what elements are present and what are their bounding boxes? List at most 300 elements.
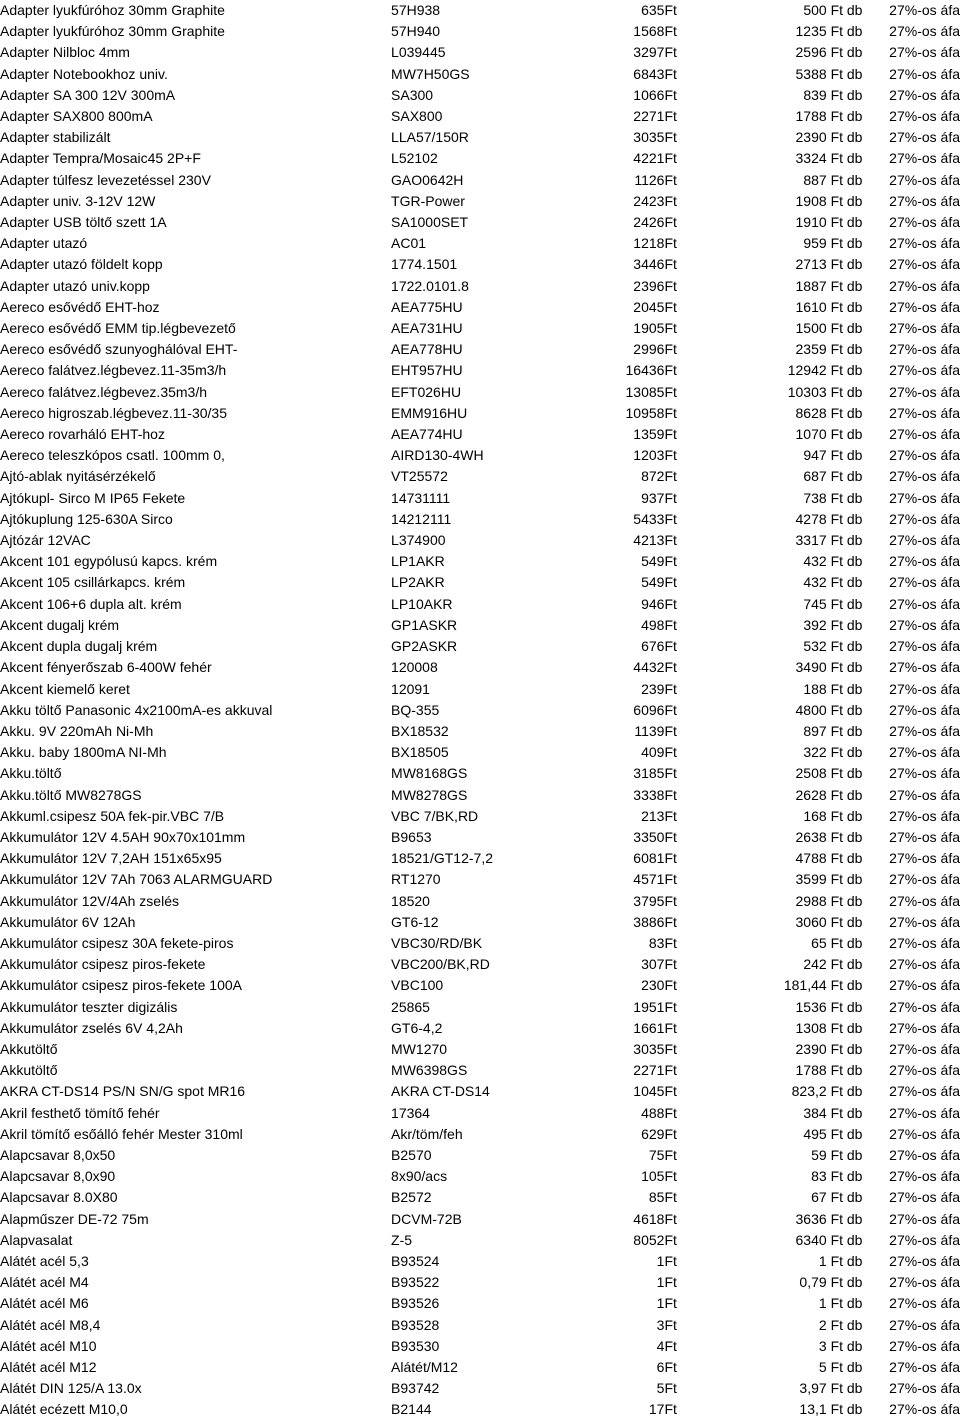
product-code: 8x90/acs [391, 1168, 448, 1185]
net-price-value: 6340 [795, 1231, 827, 1248]
net-price-unit: Ft db [830, 765, 863, 782]
net-price [697, 212, 863, 233]
product-name: Adapter SA 300 12V 300mA [0, 86, 176, 103]
vat-rate: 27%-os áfa [889, 1040, 960, 1057]
gross-price: 937 [641, 489, 665, 506]
gross-price-unit: Ft [664, 468, 677, 485]
table-row [0, 1124, 960, 1145]
net-price-value: 83 [811, 1168, 827, 1185]
table-row [0, 763, 960, 784]
product-name: Alátét ecézett M10,0 [0, 1401, 128, 1418]
gross-price-unit: Ft [664, 214, 677, 231]
product-name: Ajtózár 12VAC [0, 532, 91, 549]
table-row [0, 424, 960, 445]
product-name: Aereco higroszab.légbevez.11-30/35 [0, 404, 228, 421]
vat-rate: 27%-os áfa [889, 1231, 960, 1248]
gross-price-unit: Ft [664, 553, 677, 570]
table-row [0, 360, 960, 381]
product-code: B93522 [391, 1274, 440, 1291]
net-price-value: 1235 [795, 23, 827, 40]
product-name: Aereco esővédő EHT-hoz [0, 298, 160, 315]
gross-price: 4618 [633, 1210, 665, 1227]
product-code: SA1000SET [391, 214, 469, 231]
vat-rate: 27%-os áfa [889, 214, 960, 231]
gross-price: 3035 [633, 1040, 665, 1057]
product-code: 14731111 [391, 489, 451, 506]
product-code: GT6-12 [391, 913, 439, 930]
net-price-unit: Ft db [830, 850, 863, 867]
gross-price: 5433 [633, 510, 665, 527]
vat-rate: 27%-os áfa [889, 828, 960, 845]
net-price-unit: Ft db [830, 595, 863, 612]
gross-price: 3338 [633, 786, 665, 803]
net-price-value: 3599 [795, 871, 827, 888]
net-price-value: 687 [803, 468, 827, 485]
net-price-value: 432 [803, 574, 827, 591]
vat-rate: 27%-os áfa [889, 680, 960, 697]
net-price [697, 382, 863, 403]
table-row [0, 572, 960, 593]
product-code: Z-5 [391, 1231, 413, 1248]
net-price [697, 1018, 863, 1039]
net-price [697, 233, 863, 254]
net-price [697, 424, 863, 445]
net-price [697, 912, 863, 933]
gross-price-unit: Ft [664, 129, 677, 146]
gross-price: 239 [641, 680, 665, 697]
product-code: MW7H50GS [391, 65, 470, 82]
product-code: 17364 [391, 1104, 430, 1121]
table-row [0, 1336, 960, 1357]
net-price-value: 432 [803, 553, 827, 570]
net-price-value: 2713 [795, 256, 827, 273]
net-price-unit: Ft db [830, 871, 863, 888]
net-price [697, 1251, 863, 1272]
gross-price: 1045 [633, 1083, 665, 1100]
vat-rate: 27%-os áfa [889, 468, 960, 485]
product-code: LP10AKR [391, 595, 453, 612]
vat-rate: 27%-os áfa [889, 341, 960, 358]
net-price-value: 1910 [795, 214, 827, 231]
gross-price: 2423 [633, 192, 665, 209]
net-price [697, 700, 863, 721]
gross-price: 1066 [633, 86, 665, 103]
net-price-unit: Ft db [830, 1019, 863, 1036]
net-price-value: 13,1 [799, 1401, 827, 1418]
vat-rate: 27%-os áfa [889, 765, 960, 782]
net-price [697, 106, 863, 127]
gross-price: 488 [641, 1104, 665, 1121]
table-row [0, 127, 960, 148]
gross-price-unit: Ft [664, 1231, 677, 1248]
net-price-unit: Ft db [830, 998, 863, 1015]
gross-price: 105 [641, 1168, 665, 1185]
product-code: EMM916HU [391, 404, 468, 421]
net-price-unit: Ft db [830, 404, 863, 421]
product-name: Akkutöltő [0, 1040, 58, 1057]
gross-price-unit: Ft [664, 850, 677, 867]
net-price [697, 1209, 863, 1230]
net-price-value: 1610 [795, 298, 827, 315]
gross-price-unit: Ft [664, 828, 677, 845]
product-code: SAX800 [391, 108, 443, 125]
table-row [0, 785, 960, 806]
product-code: VBC100 [391, 977, 444, 994]
vat-rate: 27%-os áfa [889, 1062, 960, 1079]
product-code: B2572 [391, 1189, 432, 1206]
net-price-value: 1887 [795, 277, 827, 294]
vat-rate: 27%-os áfa [889, 23, 960, 40]
table-row [0, 1166, 960, 1187]
net-price [697, 1399, 863, 1420]
net-price-value: 8628 [795, 404, 827, 421]
net-price [697, 954, 863, 975]
gross-price: 4571 [633, 871, 665, 888]
product-name: Akkumulátor 12V 4.5AH 90x70x101mm [0, 828, 246, 845]
net-price [697, 1060, 863, 1081]
net-price-value: 887 [803, 171, 827, 188]
vat-rate: 27%-os áfa [889, 256, 960, 273]
vat-rate: 27%-os áfa [889, 659, 960, 676]
net-price-value: 242 [803, 956, 827, 973]
table-row [0, 700, 960, 721]
table-row [0, 1060, 960, 1081]
product-name: Alapműszer DE-72 75m [0, 1210, 149, 1227]
product-code: MW1270 [391, 1040, 448, 1057]
net-price-value: 2988 [795, 892, 827, 909]
product-name: Ajtókupl- Sirco M IP65 Fekete [0, 489, 186, 506]
gross-price: 83 [648, 934, 665, 951]
vat-rate: 27%-os áfa [889, 1359, 960, 1375]
net-price [697, 403, 863, 424]
vat-rate: 27%-os áfa [889, 1337, 960, 1354]
net-price-value: 59 [811, 1146, 827, 1163]
gross-price-unit: Ft [664, 574, 677, 591]
gross-price: 3 [656, 1316, 665, 1333]
gross-price-unit: Ft [664, 23, 677, 40]
product-code: VBC200/BK,RD [391, 956, 490, 973]
net-price-value: 3317 [795, 532, 827, 549]
net-price-value: 897 [803, 722, 827, 739]
net-price-unit: Ft db [830, 1040, 863, 1057]
net-price [697, 1378, 863, 1399]
net-price [697, 1293, 863, 1314]
gross-price-unit: Ft [664, 298, 677, 315]
product-code: B93742 [391, 1380, 440, 1397]
gross-price: 629 [641, 1125, 665, 1142]
product-name: Adapter USB töltő szett 1A [0, 214, 167, 231]
net-price-unit: Ft db [830, 1295, 863, 1312]
vat-rate: 27%-os áfa [889, 574, 960, 591]
product-code: LP1AKR [391, 553, 445, 570]
net-price-value: 1 [818, 1295, 827, 1312]
product-code: 1774.1501 [391, 256, 458, 273]
gross-price: 3886 [633, 913, 665, 930]
product-code: 18520 [391, 892, 430, 909]
gross-price-unit: Ft [664, 1380, 677, 1397]
product-name: Akku töltő Panasonic 4x2100mA-es akkuval [0, 701, 273, 718]
net-price-value: 2390 [795, 1040, 827, 1057]
vat-rate: 27%-os áfa [889, 744, 960, 761]
product-code: BX18532 [391, 722, 449, 739]
vat-rate: 27%-os áfa [889, 1189, 960, 1206]
gross-price-unit: Ft [664, 383, 677, 400]
gross-price: 1 [656, 1252, 665, 1269]
product-name: Aereco rovarháló EHT-hoz [0, 426, 165, 443]
net-price-value: 738 [803, 489, 827, 506]
product-name: Akkumulátor 6V 12Ah [0, 913, 136, 930]
net-price [697, 254, 863, 275]
product-code: Akr/töm/feh [391, 1125, 463, 1142]
product-name: Adapter túlfesz levezetéssel 230V [0, 171, 211, 188]
net-price [697, 318, 863, 339]
gross-price-unit: Ft [664, 65, 677, 82]
vat-rate: 27%-os áfa [889, 489, 960, 506]
product-code: B9653 [391, 828, 432, 845]
gross-price-unit: Ft [664, 1019, 677, 1036]
product-name: Akkumulátor csipesz piros-fekete 100A [0, 977, 242, 994]
gross-price-unit: Ft [664, 277, 677, 294]
net-price-value: 1788 [795, 108, 827, 125]
net-price-unit: Ft db [830, 65, 863, 82]
vat-rate: 27%-os áfa [889, 2, 960, 18]
net-price-value: 5 [818, 1359, 827, 1375]
net-price [697, 297, 863, 318]
net-price-unit: Ft db [830, 468, 863, 485]
product-name: Alapvasalat [0, 1231, 73, 1248]
gross-price-unit: Ft [664, 1189, 677, 1206]
net-price-unit: Ft db [830, 828, 863, 845]
net-price [697, 276, 863, 297]
product-name: Akcent kiemelő keret [0, 680, 130, 697]
gross-price-unit: Ft [664, 1337, 677, 1354]
product-name: Alátét acél M4 [0, 1274, 89, 1291]
gross-price: 676 [641, 638, 665, 655]
table-row [0, 1103, 960, 1124]
table-row [0, 488, 960, 509]
gross-price-unit: Ft [664, 235, 677, 252]
table-row [0, 191, 960, 212]
vat-rate: 27%-os áfa [889, 553, 960, 570]
net-price-value: 1908 [795, 192, 827, 209]
gross-price-unit: Ft [664, 192, 677, 209]
vat-rate: 27%-os áfa [889, 1019, 960, 1036]
gross-price-unit: Ft [664, 913, 677, 930]
net-price-unit: Ft db [830, 256, 863, 273]
net-price-unit: Ft db [830, 1168, 863, 1185]
product-name: Akkumulátor zselés 6V 4,2Ah [0, 1019, 183, 1036]
product-code: VBC30/RD/BK [391, 934, 483, 951]
product-name: Akkumulátor 12V 7Ah 7063 ALARMGUARD [0, 871, 273, 888]
product-name: Ajtókuplung 125-630A Sirco [0, 510, 173, 527]
product-code: 25865 [391, 998, 430, 1015]
net-price-value: 745 [803, 595, 827, 612]
net-price [697, 1187, 863, 1208]
product-code: B93526 [391, 1295, 440, 1312]
gross-price-unit: Ft [664, 765, 677, 782]
net-price-unit: Ft db [830, 574, 863, 591]
vat-rate: 27%-os áfa [889, 850, 960, 867]
net-price-unit: Ft db [830, 298, 863, 315]
net-price-value: 5388 [795, 65, 827, 82]
table-row [0, 551, 960, 572]
net-price-unit: Ft db [830, 489, 863, 506]
gross-price: 85 [648, 1189, 665, 1206]
net-price [697, 339, 863, 360]
gross-price-unit: Ft [664, 1104, 677, 1121]
gross-price-unit: Ft [664, 1401, 677, 1418]
vat-rate: 27%-os áfa [889, 44, 960, 61]
gross-price: 1139 [634, 722, 665, 739]
product-name: Aereco falátvez.légbevez.35m3/h [0, 383, 208, 400]
vat-rate: 27%-os áfa [889, 1295, 960, 1312]
net-price [697, 191, 863, 212]
net-price-unit: Ft db [830, 977, 863, 994]
product-name: Alátét acél M6 [0, 1295, 89, 1312]
gross-price-unit: Ft [664, 362, 677, 379]
gross-price-unit: Ft [664, 977, 677, 994]
vat-rate: 27%-os áfa [889, 701, 960, 718]
table-row [0, 1209, 960, 1230]
gross-price: 6096 [633, 701, 665, 718]
net-price-value: 2359 [795, 341, 827, 358]
vat-rate: 27%-os áfa [889, 129, 960, 146]
product-name: Alátét DIN 125/A 13.0x [0, 1380, 142, 1397]
net-price-unit: Ft db [830, 701, 863, 718]
vat-rate: 27%-os áfa [889, 1083, 960, 1100]
net-price-unit: Ft db [830, 1252, 863, 1269]
vat-rate: 27%-os áfa [889, 807, 960, 824]
table-row [0, 339, 960, 360]
gross-price-unit: Ft [664, 744, 677, 761]
product-name: Akku.töltő [0, 765, 62, 782]
table-row [0, 1039, 960, 1060]
product-name: Adapter Notebookhoz univ. [0, 65, 168, 82]
net-price [697, 1103, 863, 1124]
vat-rate: 27%-os áfa [889, 616, 960, 633]
product-name: Adapter Nilbloc 4mm [0, 44, 130, 61]
net-price [697, 1336, 863, 1357]
net-price [697, 1039, 863, 1060]
vat-rate: 27%-os áfa [889, 722, 960, 739]
net-price-unit: Ft db [830, 362, 863, 379]
product-code: B2570 [391, 1146, 432, 1163]
gross-price: 2426 [633, 214, 665, 231]
vat-rate: 27%-os áfa [889, 447, 960, 464]
net-price-value: 495 [803, 1125, 827, 1142]
product-name: Aereco esővédő szunyoghálóval EHT- [0, 341, 238, 358]
net-price [697, 869, 863, 890]
gross-price-unit: Ft [664, 680, 677, 697]
net-price-unit: Ft db [830, 1104, 863, 1121]
table-row [0, 615, 960, 636]
vat-rate: 27%-os áfa [889, 871, 960, 888]
gross-price: 2396 [633, 277, 665, 294]
gross-price: 1 [656, 1274, 665, 1291]
product-name: Alapcsavar 8.0X80 [0, 1189, 118, 1206]
net-price [697, 1230, 863, 1251]
net-price-value: 392 [803, 616, 827, 633]
net-price [697, 615, 863, 636]
net-price-unit: Ft db [830, 532, 863, 549]
vat-rate: 27%-os áfa [889, 510, 960, 527]
net-price-unit: Ft db [830, 426, 863, 443]
product-name: Akcent fényerőszab 6-400W fehér [0, 659, 212, 676]
gross-price-unit: Ft [664, 320, 677, 337]
net-price-unit: Ft db [830, 341, 863, 358]
table-row [0, 212, 960, 233]
table-row [0, 170, 960, 191]
net-price [697, 1166, 863, 1187]
net-price-value: 959 [803, 235, 827, 252]
net-price-value: 839 [803, 86, 827, 103]
table-row [0, 594, 960, 615]
net-price-unit: Ft db [830, 1189, 863, 1206]
table-row [0, 954, 960, 975]
gross-price: 4221 [633, 150, 665, 167]
gross-price: 6 [656, 1359, 665, 1375]
gross-price: 549 [641, 574, 665, 591]
vat-rate: 27%-os áfa [889, 1316, 960, 1333]
gross-price-unit: Ft [664, 86, 677, 103]
product-code: B2144 [391, 1401, 432, 1418]
vat-rate: 27%-os áfa [889, 108, 960, 125]
net-price-value: 3324 [795, 150, 827, 167]
table-row [0, 42, 960, 63]
product-name: Akku. baby 1800mA NI-Mh [0, 744, 167, 761]
product-code: BX18505 [391, 744, 449, 761]
gross-price-unit: Ft [664, 934, 677, 951]
gross-price: 2996 [633, 341, 665, 358]
net-price-unit: Ft db [830, 722, 863, 739]
product-code: MW8168GS [391, 765, 468, 782]
gross-price: 1 [656, 1295, 665, 1312]
gross-price-unit: Ft [664, 44, 677, 61]
net-price-value: 2390 [795, 129, 827, 146]
gross-price: 498 [641, 616, 665, 633]
product-name: Akku. 9V 220mAh Ni-Mh [0, 722, 154, 739]
net-price [697, 1124, 863, 1145]
gross-price: 230 [641, 977, 665, 994]
product-code: AEA778HU [391, 341, 463, 358]
product-code: 14212111 [391, 510, 452, 527]
table-row [0, 530, 960, 551]
net-price-value: 4800 [795, 701, 827, 718]
product-code: RT1270 [391, 871, 441, 888]
gross-price-unit: Ft [664, 1316, 677, 1333]
product-name: Akkumulátor csipesz piros-fekete [0, 956, 206, 973]
table-row [0, 0, 960, 21]
gross-price-unit: Ft [664, 1062, 677, 1079]
net-price [697, 806, 863, 827]
table-row [0, 1399, 960, 1420]
product-code: BQ-355 [391, 701, 440, 718]
gross-price: 1661 [633, 1019, 665, 1036]
net-price [697, 975, 863, 996]
table-row [0, 445, 960, 466]
table-row [0, 148, 960, 169]
net-price [697, 763, 863, 784]
product-name: Akcent dupla dugalj krém [0, 638, 158, 655]
gross-price: 2271 [633, 1062, 665, 1079]
net-price-unit: Ft db [830, 786, 863, 803]
product-code: 12091 [391, 680, 430, 697]
table-row [0, 806, 960, 827]
product-name: Akcent dugalj krém [0, 616, 120, 633]
vat-rate: 27%-os áfa [889, 192, 960, 209]
net-price-value: 12942 [787, 362, 827, 379]
product-code: AEA775HU [391, 298, 463, 315]
